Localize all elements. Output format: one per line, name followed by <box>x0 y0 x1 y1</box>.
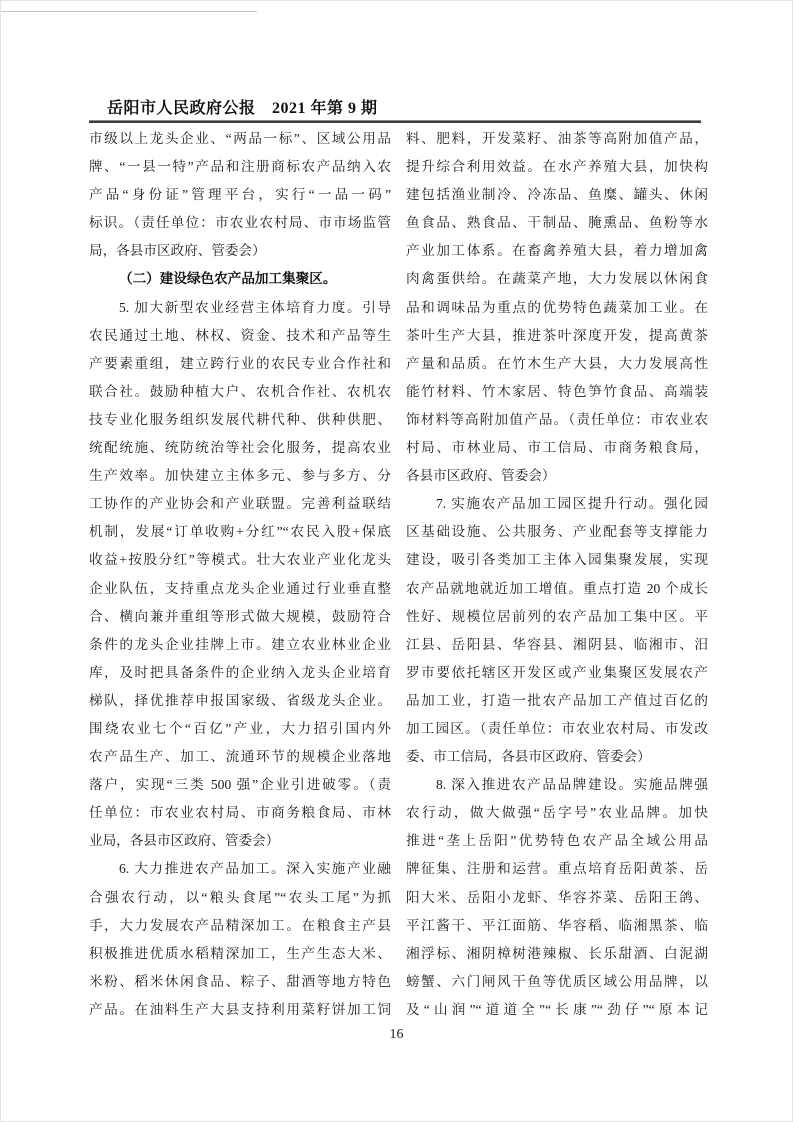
text-line: 茶叶生产大县，推进茶叶深度开发，提高黄茶 <box>406 327 708 343</box>
text-line: 5. 加大新型农业经营主体培育力度。引导 <box>119 299 391 315</box>
text-line: 提升综合利用效益。在水产养殖大县，加快构 <box>406 159 708 175</box>
text-line: 机制，发展“订单收购+分红”“农民入股+保底 <box>89 524 391 540</box>
text-line: 鱼食品、熟食品、干制品、腌熏品、鱼粉等水 <box>406 215 708 231</box>
text-line: 合、横向兼并重组等形式做大规模，鼓励符合 <box>89 608 391 624</box>
text-line: 品和调味品为重点的优势特色蔬菜加工业。在 <box>406 299 708 315</box>
text-line: 阳大米、岳阳小龙虾、华容芥菜、岳阳王鸽、 <box>406 889 708 905</box>
text-line: 农产品就地就近加工增值。重点打造 20 个成长 <box>406 580 708 596</box>
text-line: 村局、市林业局、市工信局、市商务粮食局， <box>406 440 708 456</box>
scan-artifact-line <box>1 11 257 12</box>
text-line: 业局，各县市区政府、管委会） <box>89 833 280 849</box>
text-line: 性好、规模位居前列的农产品加工集中区。平 <box>406 608 708 624</box>
text-line: （二）建设绿色农产品加工集聚区。 <box>119 271 337 287</box>
gazette-title: 岳阳市人民政府公报 2021 年第 9 期 <box>107 100 378 117</box>
text-line: 梯队，择优推荐申报国家级、省级龙头企业。 <box>89 692 391 708</box>
text-line: 农行动，做大做强“岳字号”农业品牌。加快 <box>406 805 708 821</box>
text-line: 统配统施、统防统治等社会化服务，提高农业 <box>89 440 391 456</box>
text-line: 生产效率。加快建立主体多元、参与多方、分 <box>89 468 391 484</box>
text-line: 料、肥料，开发菜籽、油茶等高附加值产品， <box>406 131 708 146</box>
text-line: 平江酱干、平江面筋、华容稻、临湘黑茶、临 <box>406 917 708 933</box>
text-line: 肉禽蛋供给。在蔬菜产地，大力发展以休闲食 <box>406 271 708 287</box>
text-line: 条件的龙头企业挂牌上市。建立农业林业企业 <box>89 636 391 652</box>
text-line: 局，各县市区政府、管委会） <box>89 243 266 259</box>
text-line: 农产品生产、加工、流通环节的规模企业落地 <box>89 749 391 765</box>
text-line: 产要素重组，建立跨行业的农民专业合作社和 <box>89 355 391 371</box>
text-line: 区基础设施、公共服务、产业配套等支撑能力 <box>406 524 708 540</box>
text-line: 7. 实施农产品加工园区提升行动。强化园 <box>436 496 708 512</box>
text-line: 落户，实现“三类 500 强”企业引进破零。（责 <box>89 777 391 793</box>
text-line: 产品“身份证”管理平台，实行“一品一码” <box>89 187 391 203</box>
page-header <box>107 95 378 118</box>
text-line: 标识。（责任单位：市农业农村局、市市场监管 <box>89 215 391 231</box>
text-line: 米粉、稻米休闲食品、粽子、甜酒等地方特色 <box>89 973 391 989</box>
text-line: 手，大力发展农产品精深加工。在粮食主产县 <box>89 917 391 933</box>
text-line: 产业加工体系。在畜禽养殖大县，着力增加禽 <box>406 243 708 259</box>
text-line: 积极推进优质水稻精深加工，生产生态大米、 <box>89 945 391 961</box>
text-line: 饰材料等高附加值产品。（责任单位：市农业农 <box>406 411 708 427</box>
right-text-column <box>406 125 708 1024</box>
text-line: 8. 深入推进农产品品牌建设。实施品牌强 <box>436 777 708 793</box>
text-line: 收益+按股分红”等模式。壮大农业产业化龙头 <box>89 552 391 568</box>
text-line: 联合社。鼓励种植大户、农机合作社、农机农 <box>89 383 391 399</box>
text-line: 围绕农业七个“百亿”产业，大力招引国内外 <box>89 720 391 736</box>
text-line: 湘浮标、湘阴樟树港辣椒、长乐甜酒、白泥湖 <box>406 945 708 961</box>
text-line: 产量和品质。在竹木生产大县，大力发展高性 <box>406 355 708 371</box>
text-line: 品加工业，打造一批农产品加工产值过百亿的 <box>406 692 708 708</box>
text-line: 螃蟹、六门闸风干鱼等优质区域公用品牌，以 <box>406 973 708 989</box>
page-number: 16 <box>389 1027 404 1042</box>
text-line: 技专业化服务组织发展代耕代种、供种供肥、 <box>89 411 391 427</box>
text-line: 6. 大力推进农产品加工。深入实施产业融 <box>119 861 391 877</box>
text-line: 江县、岳阳县、华容县、湘阴县、临湘市、汨 <box>406 636 708 652</box>
left-text-column <box>89 125 391 1024</box>
text-line: 库，及时把具备条件的企业纳入龙头企业培育 <box>89 664 391 680</box>
text-line: 建设，吸引各类加工主体入园集聚发展，实现 <box>406 552 708 568</box>
text-line: 产品。在油料生产大县支持利用菜籽饼加工饲 <box>89 1001 391 1017</box>
text-line: 牌、“一县一特”产品和注册商标农产品纳入农 <box>89 159 391 175</box>
text-line: 建包括渔业制冷、冷冻品、鱼糜、罐头、休闲 <box>406 187 708 203</box>
text-line: 工协作的产业协会和产业联盟。完善利益联结 <box>89 496 391 512</box>
header-rule <box>89 120 701 123</box>
text-line: 罗市要依托辖区开发区或产业集聚区发展农产 <box>406 664 708 680</box>
text-line: 牌征集、注册和运营。重点培育岳阳黄茶、岳 <box>406 861 708 877</box>
text-line: 推进“垄上岳阳”优势特色农产品全域公用品 <box>406 833 708 849</box>
text-line: 任单位：市农业农村局、市商务粮食局、市林 <box>89 805 391 821</box>
text-line: 各县市区政府、管委会） <box>406 468 556 484</box>
text-line: 企业队伍，支持重点龙头企业通过行业垂直整 <box>89 580 391 596</box>
text-line: 合强农行动，以“粮头食尾”“农头工尾”为抓 <box>89 889 391 905</box>
text-line: 委、市工信局，各县市区政府、管委会） <box>406 749 651 765</box>
text-line: 能竹材料、竹木家居、特色笋竹食品、高端装 <box>406 383 708 399</box>
text-line: 市级以上龙头企业、“两品一标”、区域公用品 <box>89 131 391 146</box>
text-line: 加工园区。（责任单位：市农业农村局、市发改 <box>406 720 708 736</box>
text-line: 及“山润”“道道全”“长康”“劲仔”“原本记 <box>406 1001 708 1017</box>
text-line: 农民通过土地、林权、资金、技术和产品等生 <box>89 327 391 343</box>
